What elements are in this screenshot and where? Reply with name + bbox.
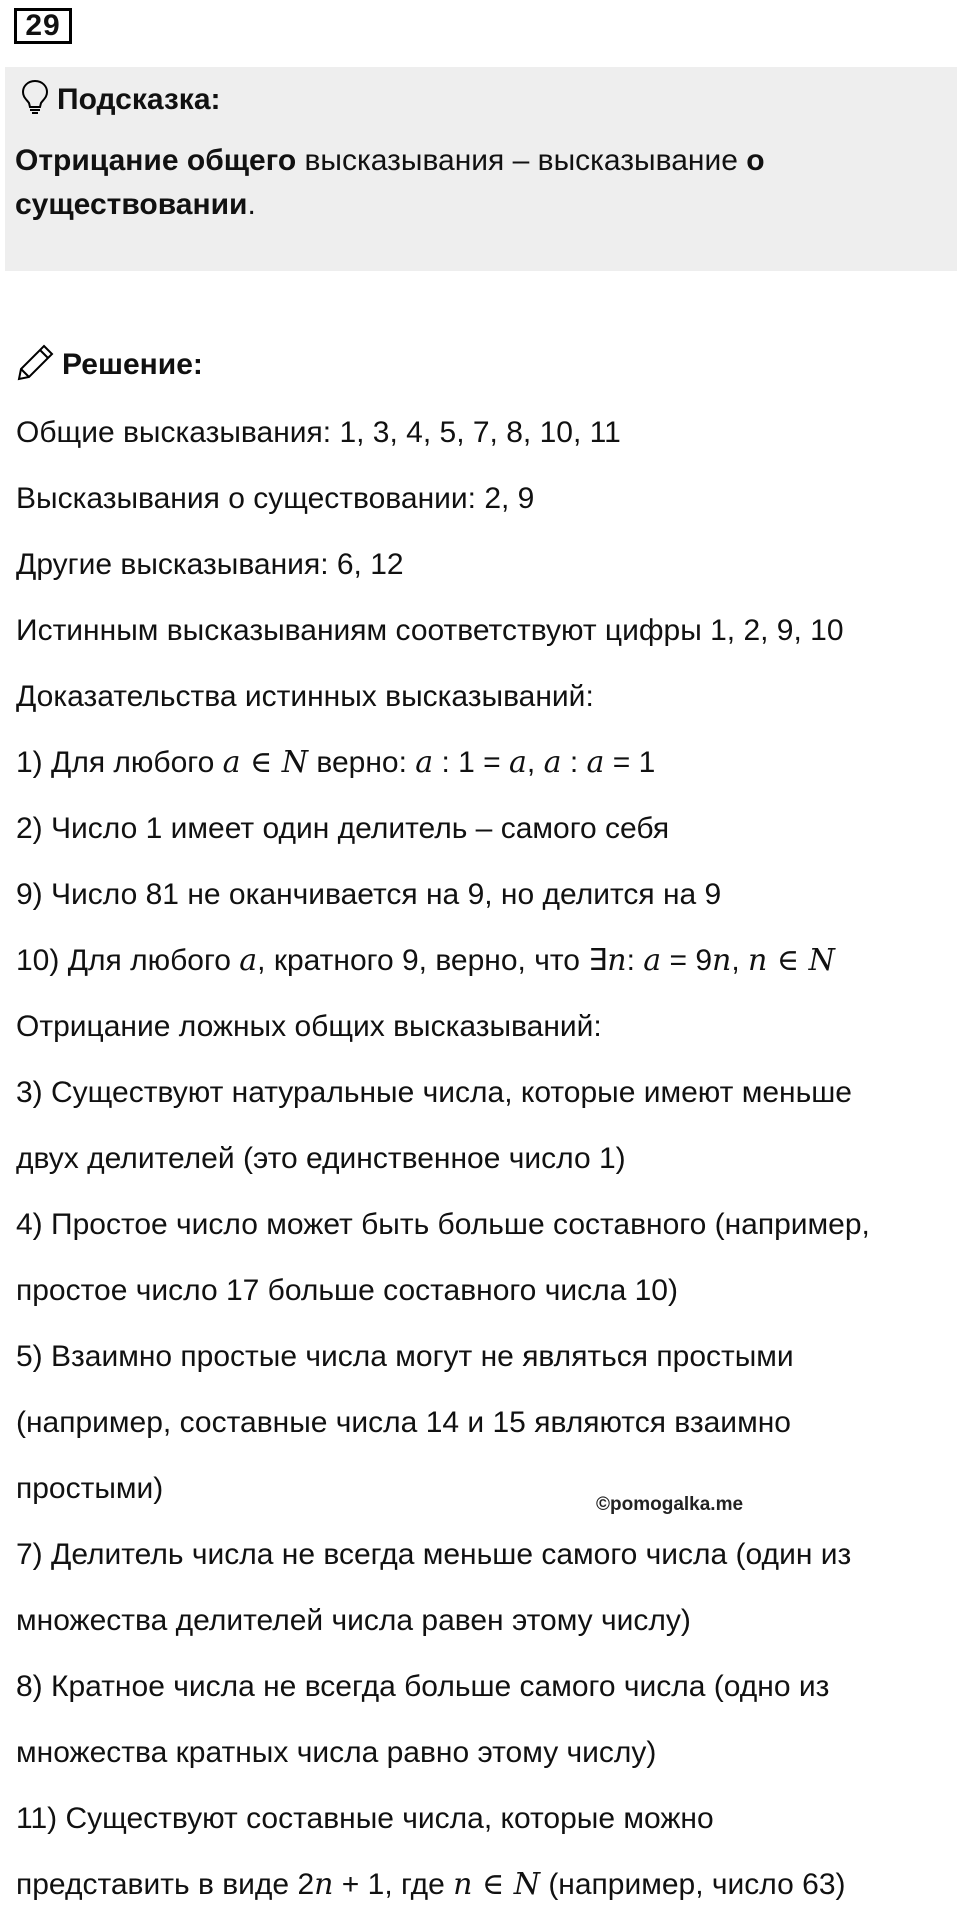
hint-title: Подсказка: (57, 82, 221, 116)
hint-bold-2: о существовании (15, 144, 765, 221)
math-var: a (643, 943, 662, 978)
text-part: : (626, 944, 644, 977)
solution-line-formula (16, 1852, 946, 1918)
text-part: 10) Для любого (16, 944, 240, 977)
solution-line: 7) Делитель числа не всегда меньше самого числа (один из (16, 1538, 852, 1571)
solution-line: 3) Существуют натуральные числа, которые имеют меньше (16, 1076, 852, 1109)
solution-line-formula (16, 928, 946, 994)
text-part: 1) Для любого (16, 746, 223, 779)
text-part: = 1 (604, 746, 656, 779)
hint-text-1: высказывания – высказывание (296, 144, 747, 177)
solution-line: множества делителей числа равен этому числу) (16, 1604, 691, 1637)
math-var: a (586, 745, 605, 780)
text-part: , (526, 746, 544, 779)
math-var: N (513, 1867, 540, 1902)
math-var: a (509, 745, 527, 780)
solution-line: 2) Число 1 имеет один делитель – самого себя (16, 812, 670, 845)
math-symbol: ∈ (240, 745, 282, 780)
math-symbol: ∈ (472, 1867, 514, 1902)
solution-line: Отрицание ложных общих высказываний: (16, 1010, 602, 1043)
hint-header (21, 79, 221, 120)
text-part: , (731, 944, 748, 977)
text-part: : 1 = (433, 746, 510, 779)
solution-line: Другие высказывания: 6, 12 (16, 548, 404, 581)
solution-line: (например, составные числа 14 и 15 являются взаимно (16, 1406, 791, 1439)
solution-line: простыми) (16, 1472, 164, 1505)
solution-line: двух делителей (это единственное число 1) (16, 1142, 626, 1175)
solution-line: Высказывания о существовании: 2, 9 (16, 482, 535, 515)
text-part: представить в виде 2 (16, 1868, 315, 1901)
text-part: + 1, где (333, 1868, 454, 1901)
math-var: n (607, 943, 627, 978)
math-var: n (712, 943, 732, 978)
solution-line: 8) Кратное числа не всегда больше самого числа (одно из (16, 1670, 830, 1703)
solution-title: Решение: (62, 347, 203, 381)
hint-text-2: . (247, 188, 256, 221)
math-var: a (239, 943, 258, 978)
solution-line: Истинным высказываниям соответствуют цифры 1, 2, 9, 10 (16, 614, 844, 647)
watermark: ©pomogalka.me (596, 1494, 744, 1515)
math-var: n (314, 1867, 334, 1902)
text-part: : (561, 746, 587, 779)
math-var: n (453, 1867, 473, 1902)
hint-text (15, 139, 915, 227)
solution-header (16, 342, 203, 387)
math-var: N (281, 745, 309, 780)
hint-box (5, 67, 957, 271)
math-var: a (543, 745, 562, 780)
task-number: 29 (14, 8, 72, 44)
hint-bold-1: Отрицание общего (15, 144, 297, 177)
text-part: верно: (308, 746, 416, 779)
text-part: , кратного 9, верно, что ∃ (257, 944, 608, 977)
solution-line: простое число 17 больше составного числа 10) (16, 1274, 678, 1307)
solution-line: 11) Существуют составные числа, которые можно (16, 1802, 714, 1835)
math-var: n (748, 943, 768, 978)
solution-line: 9) Число 81 не оканчивается на 9, но делится на 9 (16, 878, 722, 911)
math-var: a (415, 745, 434, 780)
solution-body (16, 400, 946, 1918)
math-var: a (222, 745, 241, 780)
solution-line: Доказательства истинных высказываний: (16, 680, 594, 713)
solution-line: 4) Простое число может быть больше составного (например, (16, 1208, 870, 1241)
pencil-icon (16, 342, 56, 387)
solution-line: Общие высказывания: 1, 3, 4, 5, 7, 8, 10, 11 (16, 416, 621, 449)
text-part: = 9 (661, 944, 712, 977)
lightbulb-icon (21, 79, 49, 120)
text-part: (например, число 63) (539, 1868, 846, 1901)
math-symbol: ∈ (767, 943, 809, 978)
solution-line: множества кратных числа равно этому числу) (16, 1736, 657, 1769)
math-var: N (808, 943, 835, 978)
solution-line-formula (16, 730, 946, 796)
solution-line: 5) Взаимно простые числа могут не являться простыми (16, 1340, 794, 1373)
